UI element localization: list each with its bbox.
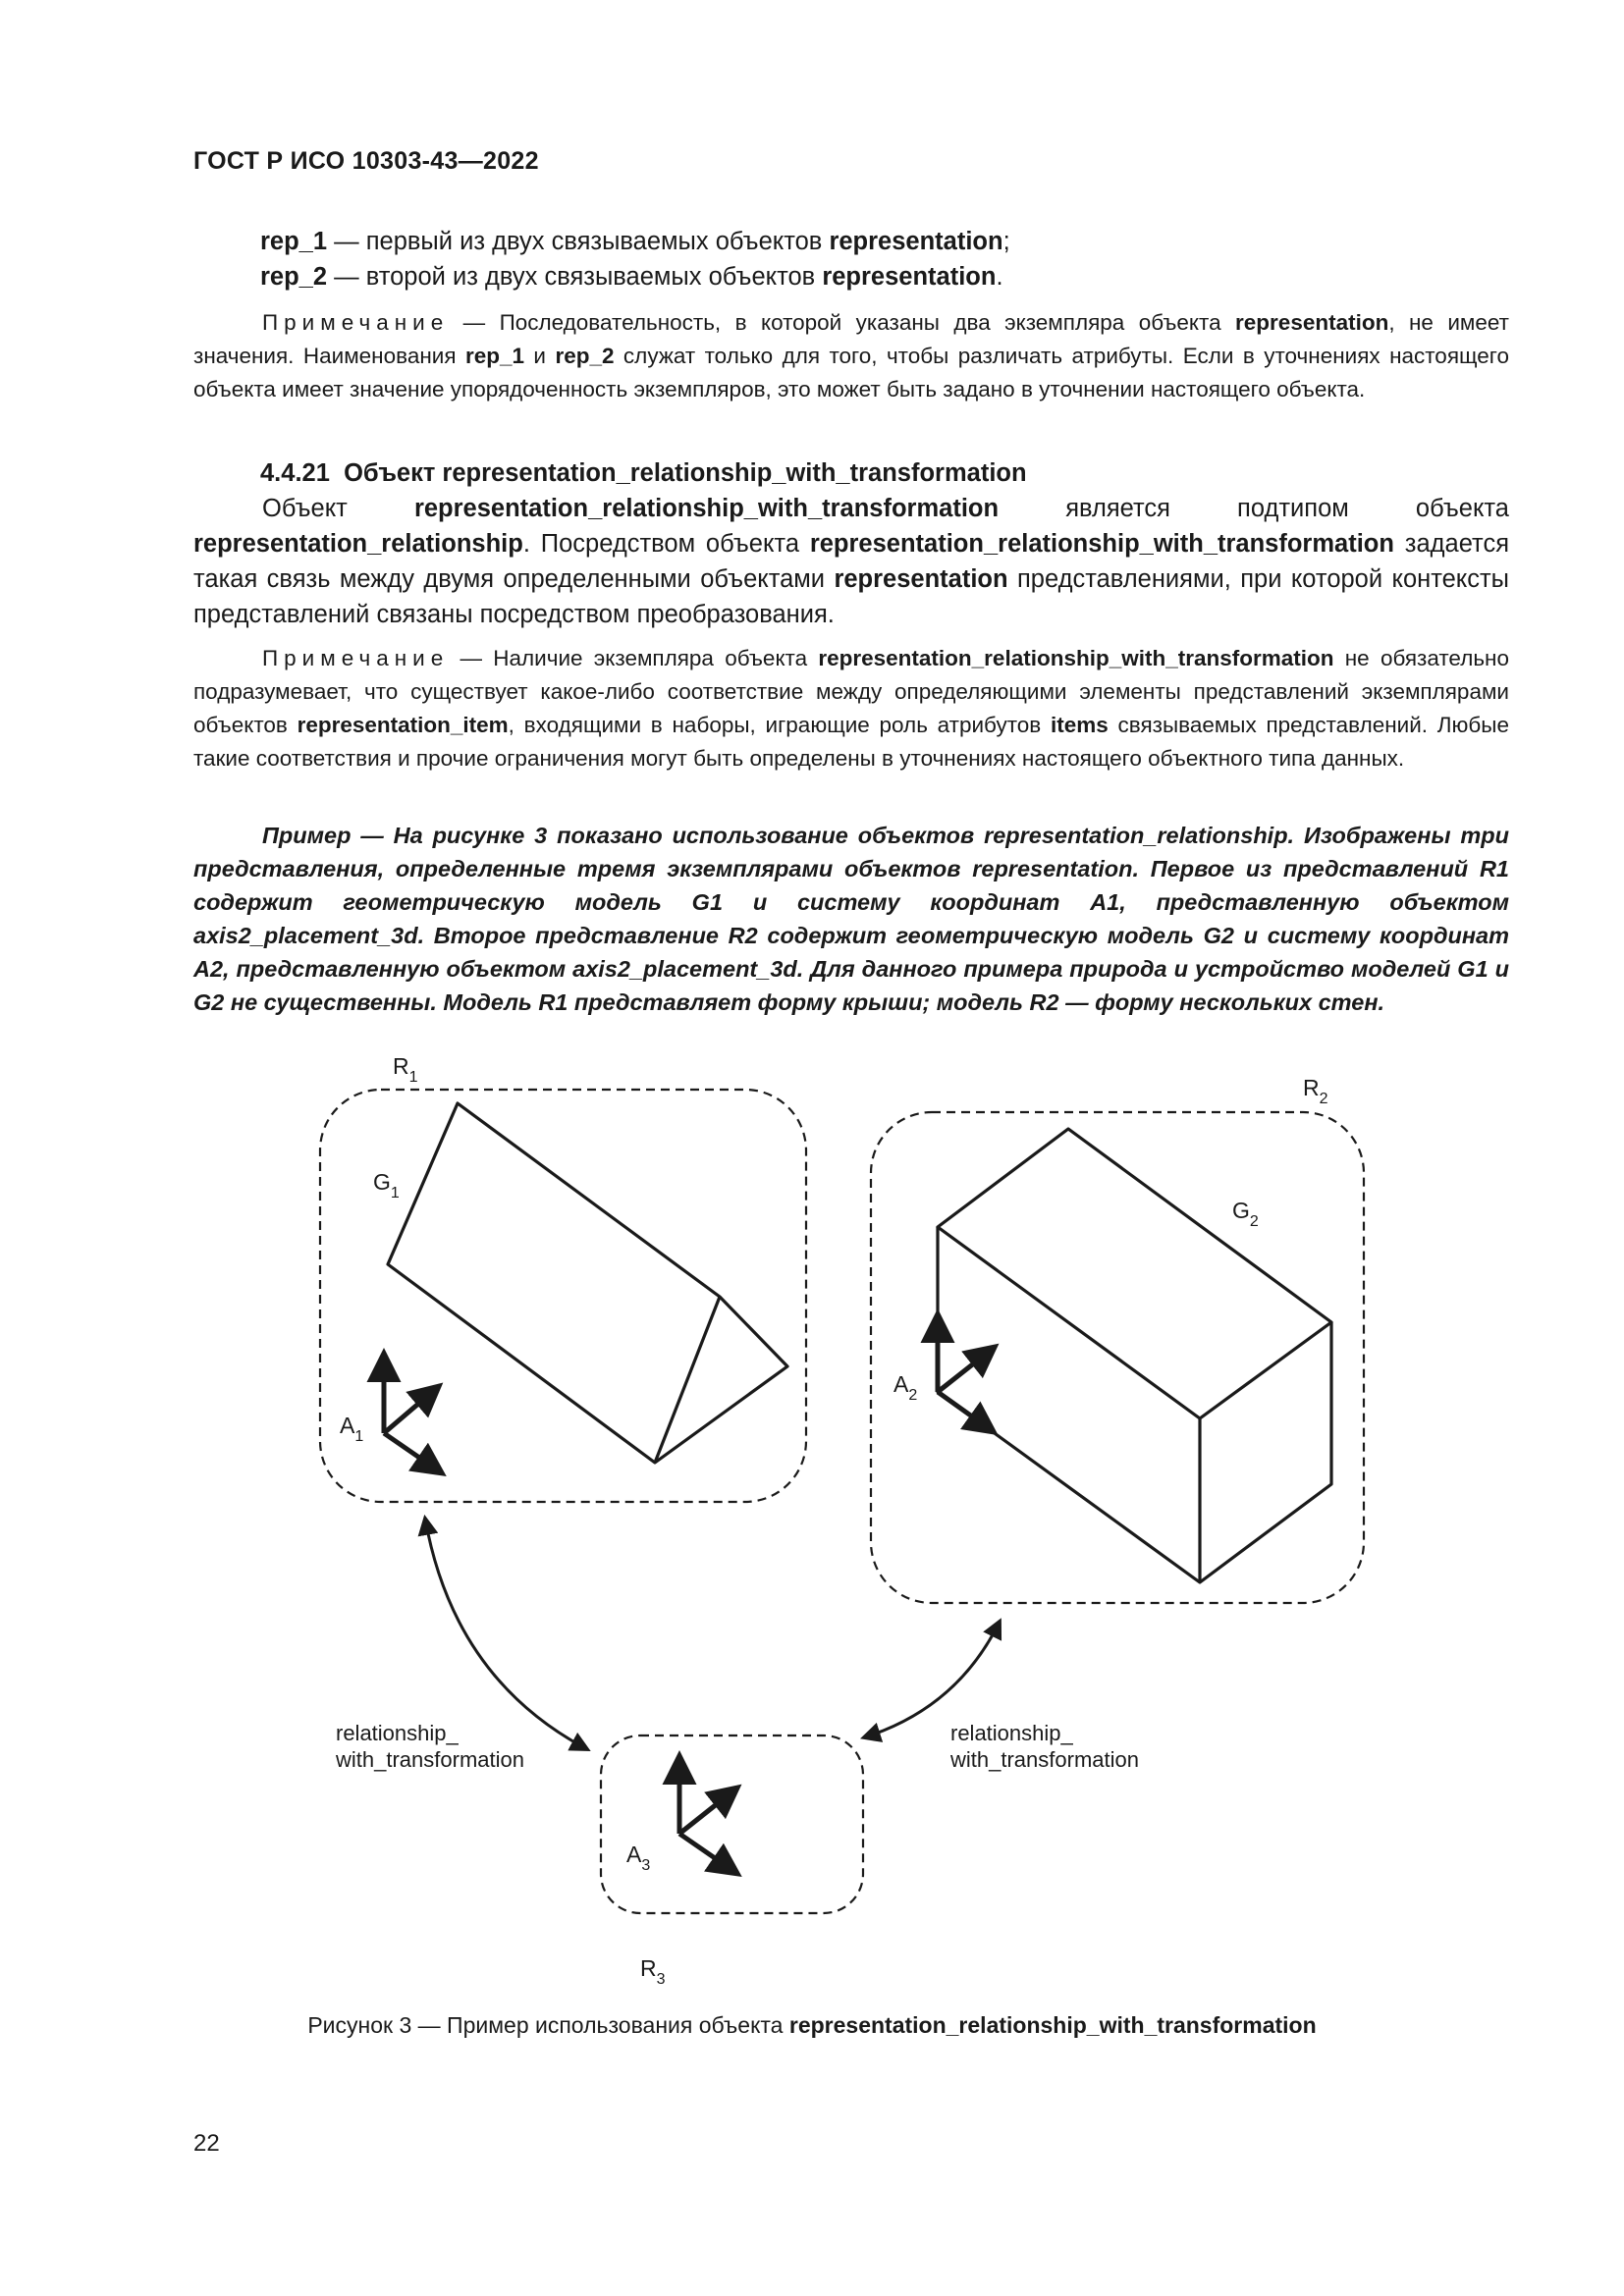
figure-caption: Рисунок 3 — Пример использования объекта representation_relationship_with_transformation: [307, 2012, 1317, 2038]
section-heading: 4.4.21 Объект representation_relationship_with_transformation: [260, 459, 1027, 487]
label-a3: $A_3$: [626, 1842, 651, 1874]
label-r2: $R_2$: [1303, 1075, 1328, 1107]
attribute-rep2: rep_2 — второй из двух связываемых объектов representation.: [260, 263, 1003, 291]
page-number: 22: [193, 2130, 220, 2157]
label-r3: $R_3$: [640, 1955, 666, 1988]
note-1: Примечание — Последовательность, в которой указаны два экземпляра объекта representation, не имеет значения. Наименования rep_1 и rep_2 служат только для того, чтобы различать атрибуты. Если в уточнениях настоящего объекта имеет значение упорядоченность экземпляров, это может быть задано в уточнении настоящего объекта.: [193, 310, 1510, 401]
axis-placement-a3: [679, 1757, 736, 1873]
note-2: Примечание — Наличие экземпляра объекта representation_relationship_with_transformation не обязательно подразумевает, что существует какое-либо соответствие между определяющими элементы представлений экземплярами объектов representation_item, входящими в наборы, играющие роль атрибутов items связываемых представлений. Любые такие соответствия и прочие ограничения могут быть определены в уточнениях настоящего объектного типа данных.: [193, 646, 1509, 771]
label-relationship-right: relationship_ with_transformation: [950, 1721, 1139, 1772]
label-a2: $A_2$: [893, 1371, 918, 1404]
label-g1: $G_1$: [373, 1169, 400, 1201]
representation-r3-box: [601, 1735, 863, 1913]
axis-placement-a2: [938, 1315, 994, 1431]
walls-box-g2: [938, 1129, 1331, 1582]
roof-prism-g1: [388, 1103, 787, 1463]
relationship-arrow-left: [425, 1519, 587, 1749]
example-paragraph: Пример — На рисунке 3 показано использование объектов representation_relationship. Изображены три представления, определенные тремя экземплярами объектов representation. Первое из представлений R1 содержит геометрическую модель G1 и систему координат A1, представленную объектом axis2_placement_3d. Второе представление R2 содержит геометрическую модель G2 и систему координат A2, представленную объектом axis2_placement_3d. Для данного примера природа и устройство моделей G1 и G2 не существенны. Модель R1 представляет форму крыши; модель R2 — форму нескольких стен.: [193, 823, 1509, 1015]
attribute-rep1: rep_1 — первый из двух связываемых объектов representation;: [260, 228, 1010, 255]
label-a1: $A_1$: [340, 1413, 364, 1445]
section-paragraph: Объект representation_relationship_with_transformation является подтипом объекта representation_relationship. Посредством объекта representation_relationship_with_transformation задается такая связь между двумя определенными объектами representation представлениями, при которой контексты представлений связаны посредством преобразования.: [193, 495, 1509, 628]
document-header: ГОСТ Р ИСО 10303-43—2022: [193, 147, 539, 175]
label-g2: $G_2$: [1232, 1198, 1259, 1230]
axis-placement-a1: [384, 1355, 441, 1472]
label-relationship-left: relationship_ with_transformation: [336, 1721, 524, 1772]
label-r1: $R_1$: [393, 1053, 418, 1086]
